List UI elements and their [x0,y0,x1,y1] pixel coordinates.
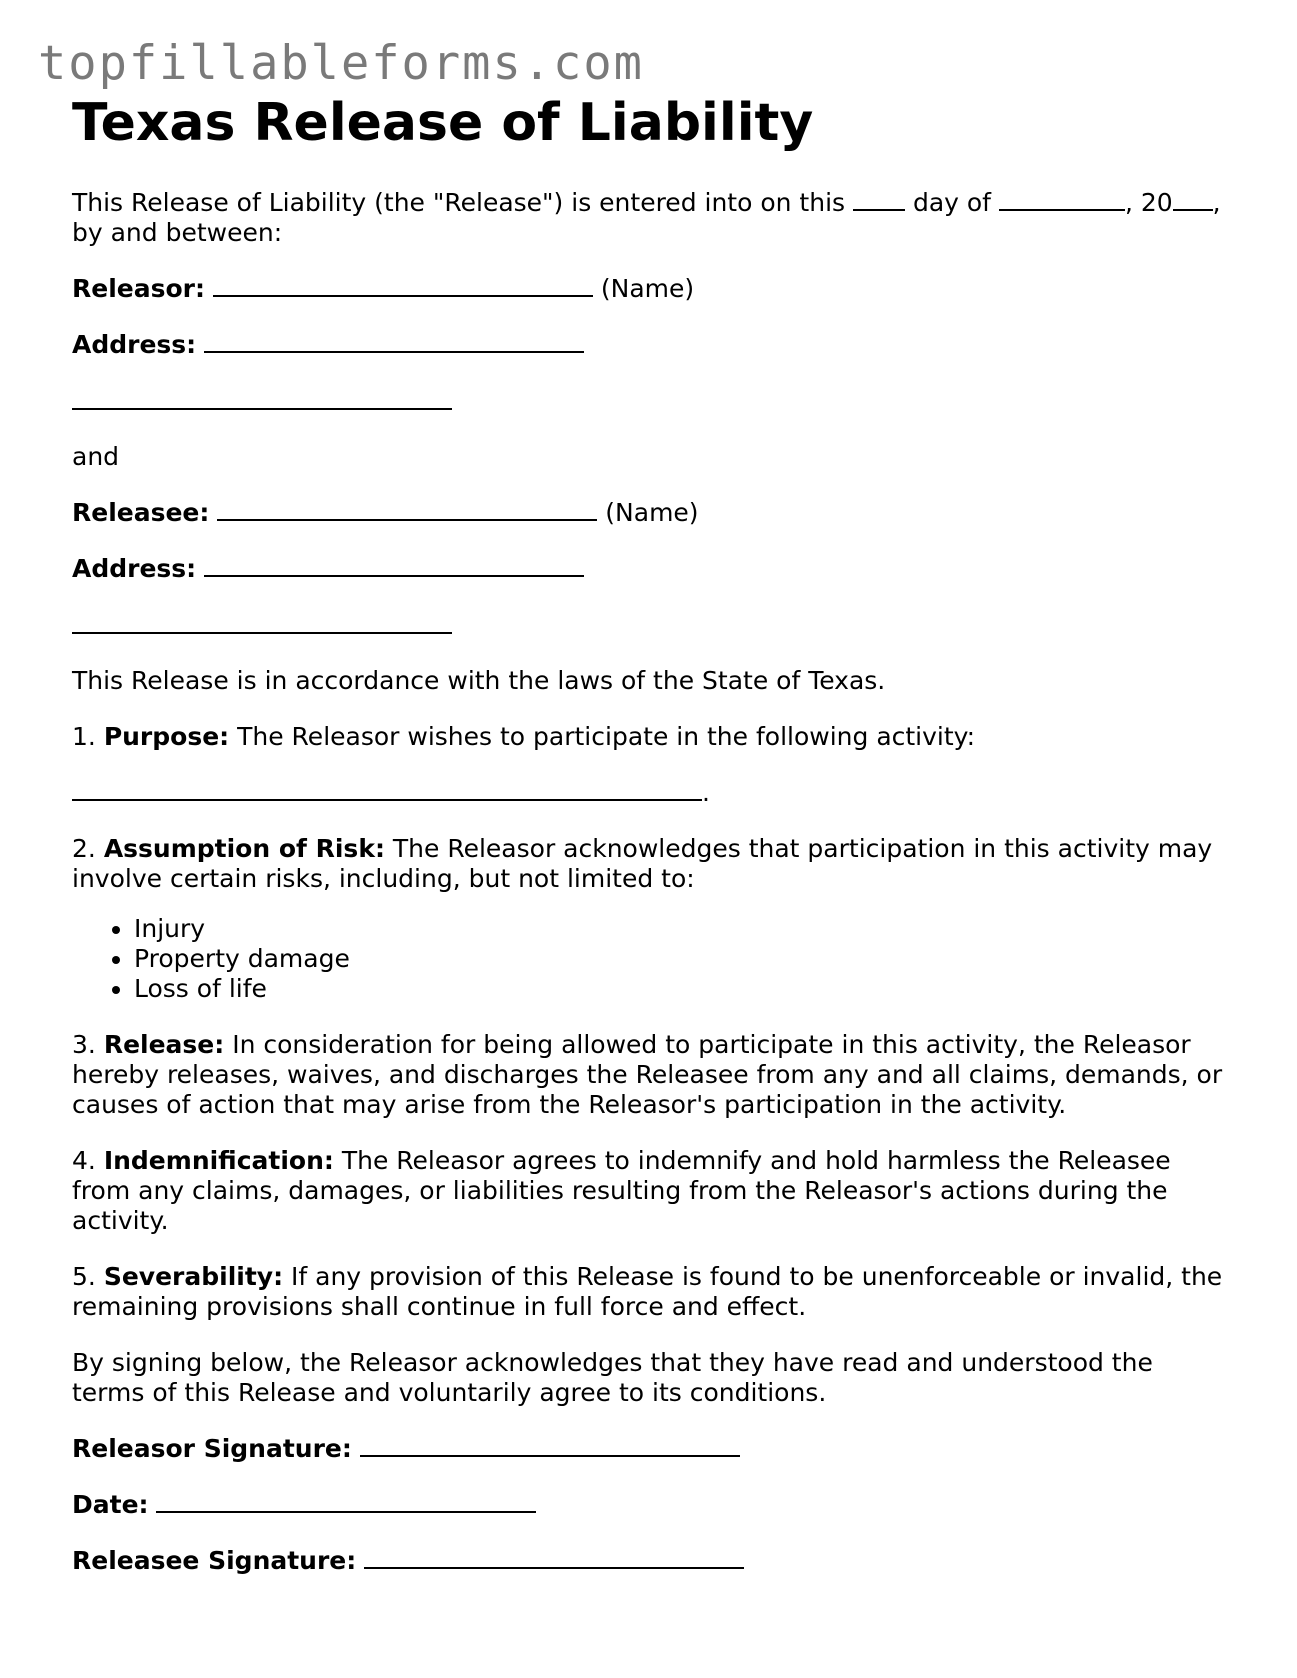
releasee-name-field[interactable] [217,515,597,521]
intro-text: This Release of Liability (the "Release") is entered into on this [72,188,846,218]
releasee-address-label: Address: [72,554,197,584]
section-number: 3. [72,1030,96,1060]
intro-day-of: day of [912,188,991,218]
year-field[interactable] [1173,205,1213,211]
section-number: 2. [72,834,96,864]
watermark-logo: topfillableforms.com [38,36,644,91]
section-indemnification [72,1146,1232,1236]
section-text: If any provision of this Release is found to be unenforceable or invalid, the remaining provisions shall continue in full force and effect. [72,1262,1223,1322]
releasor-address-field[interactable] [204,347,584,353]
list-item: • Property damage [134,944,1232,974]
section-text: In consideration for being allowed to participate in this activity, the Releasor hereby releases, waives, and discharges the Releasee from any and all claims, demands, or causes of action that may arise from the Releasor's participation in the activity. [72,1030,1223,1120]
section-heading: Purpose: [103,722,230,752]
releasor-label: Releasor: [72,274,205,304]
section-purpose [72,722,1232,752]
releasee-address-field-2[interactable] [72,628,452,634]
releasee-signature-line [72,1546,1232,1576]
releasee-address-line-2 [72,610,1232,640]
releasee-name-suffix: (Name) [605,498,699,528]
releasor-signature-line [72,1434,1232,1464]
releasor-signature-label: Releasor Signature: [72,1434,352,1464]
releasor-address-line-2 [72,386,1232,416]
section-text: The Releasor acknowledges that participation in this activity may involve certain risks, including, but not limited to: [72,834,1213,894]
releasee-label: Releasee: [72,498,210,528]
section-number: 4. [72,1146,96,1176]
releasor-name-field[interactable] [213,291,593,297]
releasor-name-line [72,274,1232,304]
law-statement: This Release is in accordance with the laws of the State of Texas. [72,666,886,696]
activity-field[interactable] [72,795,702,801]
date-line [72,1490,1232,1520]
intro-year-prefix: , 20 [1124,188,1173,218]
releasor-signature-field[interactable] [360,1451,740,1457]
section-heading: Assumption of Risk: [103,834,385,864]
releasor-address-label: Address: [72,330,197,360]
document [72,92,1232,1576]
document-title: Texas Release of Liability [72,93,814,153]
intro-by-and-between: by and between: [72,218,283,248]
section-number: 5. [72,1262,96,1292]
month-field[interactable] [999,205,1125,211]
releasor-address-field-2[interactable] [72,404,452,410]
risk-list [72,914,1232,1004]
intro-paragraph [72,188,1232,248]
activity-period: . [702,778,710,808]
list-item: • Loss of life [134,974,1232,1004]
section-text: The Releasor wishes to participate in the following activity: [229,722,976,752]
releasee-address-field[interactable] [204,571,584,577]
date-label: Date: [72,1490,149,1520]
section-heading: Indemnification: [103,1146,334,1176]
section-heading: Release: [103,1030,225,1060]
day-field[interactable] [853,205,905,211]
section-release [72,1030,1232,1120]
activity-line [72,778,1232,808]
releasee-address-line [72,554,1232,584]
releasor-address-line [72,330,1232,360]
intro-comma: , [1212,188,1221,218]
acknowledgement: By signing below, the Releasor acknowledges that they have read and understood the terms of this Release and voluntarily agree to its conditions. [72,1348,1153,1408]
releasor-name-suffix: (Name) [600,274,695,304]
releasee-signature-field[interactable] [364,1563,744,1569]
section-text: The Releasor agrees to indemnify and hold harmless the Releasee from any claims, damages, or liabilities resulting from the Releasor's actions during the activity. [72,1146,1171,1236]
list-item: • Injury [134,914,1232,944]
section-number: 1. [72,722,96,752]
date-field[interactable] [156,1507,536,1513]
releasee-signature-label: Releasee Signature: [72,1546,357,1576]
section-heading: Severability: [103,1262,284,1292]
section-severability [72,1262,1232,1322]
and-text: and [72,442,120,472]
section-risk [72,834,1232,894]
releasee-name-line [72,498,1232,528]
